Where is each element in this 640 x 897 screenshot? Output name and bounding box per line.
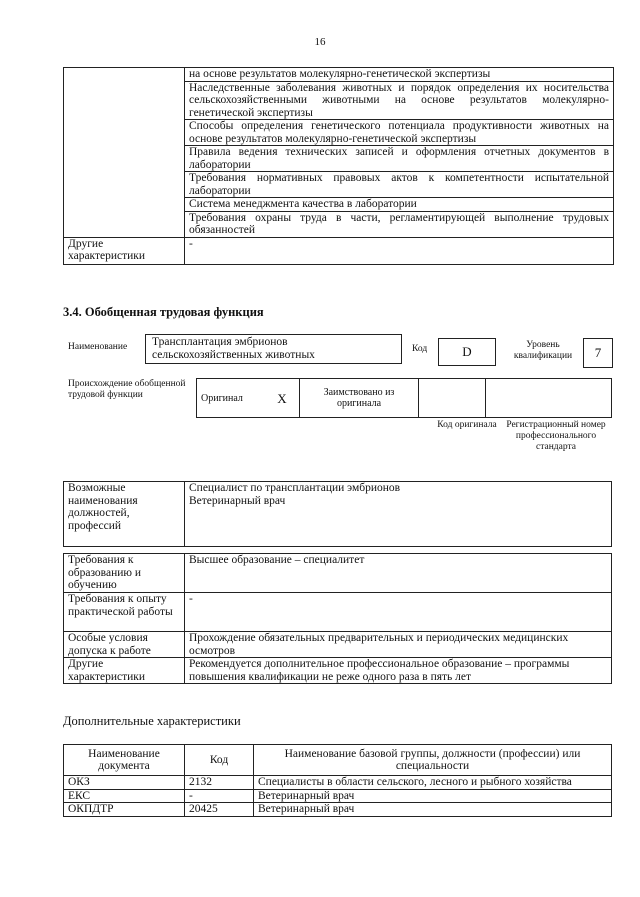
- code-box: D: [438, 338, 496, 366]
- knowledge-item: Наследственные заболевания животных и порядок определения их носительства сельскохозяйственными животными на основе результатов молекулярно-генетической экспертизы: [185, 81, 614, 120]
- table-cell: 2132: [185, 776, 254, 790]
- positions-values: [185, 482, 612, 547]
- registration-number-caption: Регистрационный номер профессионального стандарта: [506, 420, 606, 452]
- other-characteristics-value: -: [185, 237, 614, 264]
- registration-number-cell: [486, 379, 612, 418]
- column-header: Наименование базовой группы, должности (профессии) или специальности: [254, 745, 612, 776]
- table-row: [64, 789, 612, 803]
- requirement-value: Рекомендуется дополнительное профессиональное образование – программы повышения квалификации не реже одного раза в пять лет: [185, 658, 612, 684]
- table-cell: Специалисты в области сельского, лесного и рыбного хозяйства: [254, 776, 612, 790]
- table-cell: ЕКС: [64, 789, 185, 803]
- original-mark: X: [265, 379, 300, 418]
- positions-table: [63, 481, 612, 547]
- table-cell: Ветеринарный врач: [254, 789, 612, 803]
- positions-label: Возможные наименования должностей, профессий: [64, 482, 185, 547]
- knowledge-table: [63, 67, 614, 265]
- table-row: [64, 803, 612, 817]
- table-cell: 20425: [185, 803, 254, 817]
- knowledge-item: Требования нормативных правовых актов к компетентности испытательной лаборатории: [185, 172, 614, 198]
- original-code-cell: [419, 379, 486, 418]
- knowledge-item: Способы определения генетического потенциала продуктивности животных на основе результатов молекулярно-генетической экспертизы: [185, 120, 614, 146]
- position-item: Ветеринарный врач: [189, 494, 286, 507]
- knowledge-item: Система менеджмента качества в лаборатории: [185, 198, 614, 212]
- original-code-caption: Код оригинала: [437, 420, 497, 430]
- original-label: Оригинал: [197, 379, 266, 418]
- requirement-value: Прохождение обязательных предварительных и периодических медицинских осмотров: [185, 632, 612, 658]
- requirement-label: Требования к образованию и обучению: [64, 554, 185, 593]
- column-header: Код: [185, 745, 254, 776]
- requirement-value: -: [185, 593, 612, 632]
- table-cell: ОКПДТР: [64, 803, 185, 817]
- other-characteristics-label: Другие характеристики: [64, 237, 185, 264]
- knowledge-item: на основе результатов молекулярно-генетической экспертизы: [185, 68, 614, 82]
- requirement-label: Особые условия допуска к работе: [64, 632, 185, 658]
- table-cell: ОКЗ: [64, 776, 185, 790]
- level-label: Уровень квалификации: [513, 340, 573, 361]
- additional-characteristics-table: [63, 744, 612, 817]
- requirement-label: Требования к опыту практической работы: [64, 593, 185, 632]
- level-box: 7: [583, 338, 613, 368]
- section-title: 3.4. Обобщенная трудовая функция: [63, 305, 264, 319]
- name-label: Наименование: [68, 342, 128, 352]
- requirement-label: Другие характеристики: [64, 658, 185, 684]
- requirements-table: [63, 553, 612, 684]
- function-name-box: Трансплантация эмбрионов сельскохозяйственных животных: [145, 334, 402, 364]
- knowledge-label: [64, 68, 185, 238]
- column-header: Наименование документа: [64, 745, 185, 776]
- table-row: [64, 776, 612, 790]
- knowledge-item: Требования охраны труда в части, регламентирующей выполнение трудовых обязанностей: [185, 211, 614, 237]
- page-number: 16: [314, 36, 326, 48]
- additional-characteristics-title: Дополнительные характеристики: [63, 714, 241, 728]
- position-item: Специалист по трансплантации эмбрионов: [189, 482, 401, 494]
- requirement-value: Высшее образование – специалитет: [185, 554, 612, 593]
- origin-table: [196, 378, 612, 418]
- table-cell: -: [185, 789, 254, 803]
- origin-label: Происхождение обобщенной трудовой функции: [68, 379, 186, 400]
- code-label: Код: [412, 344, 428, 354]
- borrowed-label: Заимствовано из оригинала: [300, 379, 419, 418]
- knowledge-item: Правила ведения технических записей и оформления отчетных документов в лаборатории: [185, 146, 614, 172]
- table-cell: Ветеринарный врач: [254, 803, 612, 817]
